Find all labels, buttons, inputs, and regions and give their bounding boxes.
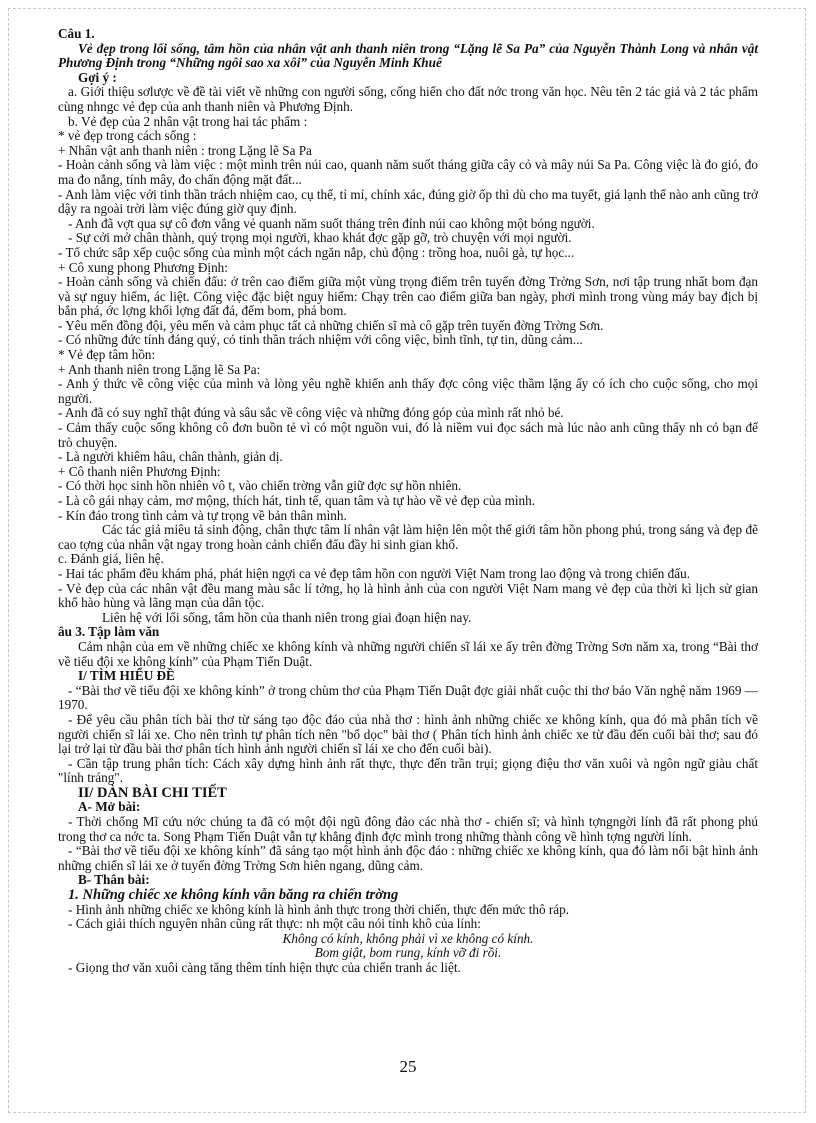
text-line: Gợi ý : (78, 69, 117, 85)
text-line: - Tổ chức sắp xếp cuộc sống của mình một cách ngăn nắp, chủ động : trồng hoa, nuôi gà, tự học... (58, 244, 575, 260)
text-line: II/ DÀN BÀI CHI TIẾT (78, 784, 227, 801)
text-line: - Cảm thấy cuộc sống không cô đơn buồn tẻ vì có một nguồn vui, đó là niềm vui đọc sách mà lúc nào anh cũng thấy nh có bạn để trò chuyện. (58, 420, 758, 450)
text-line: - Giọng thơ văn xuôi càng tăng thêm tính hiện thực của chiến tranh ác liệt. (68, 960, 461, 975)
text-line: - Hình ảnh những chiếc xe không kính là hình ảnh thực trong thời chiến, thực đến mức thô ráp. (68, 901, 570, 917)
text-line: Không có kính, không phải vì xe không có kính. (282, 930, 534, 946)
text-line: + Anh thanh niên trong Lặng lẽ Sa Pa: (58, 361, 261, 377)
text-line: a. Giới thiệu sơlược về đề tài viết về những con người sống, cống hiến cho đất nớc trong văn học. Nêu tên 2 tác giả và 2 tác phẩm cùng nhngc vẻ đẹp của anh thanh niên và Phương Định. (58, 84, 758, 114)
text-line: Bom giật, bom rung, kính vỡ đi rồi. (314, 945, 502, 961)
text-line: - Cách giải thích nguyên nhân cũng rất thực: nh một câu nói tỉnh khô của lính: (68, 916, 481, 932)
text-line: * Vẻ đẹp tâm hồn: (58, 347, 156, 363)
text-line: Câu 1. (58, 26, 95, 41)
text-line: - Có những đức tính đáng quý, có tinh thần trách nhiệm với công việc, bình tĩnh, tự tin, dũng cảm... (58, 332, 583, 348)
text-line: - Hai tác phẩm đều khám phá, phát hiện ngợi ca vẻ đẹp tâm hồn con người Việt Nam trong lao động và trong chiến đấu. (58, 565, 691, 581)
text-line: - Hoàn cảnh sống và làm việc : một mình trên núi cao, quanh năm suốt tháng giữa cây cỏ và mây núi Sa Pa. Công việc là đo gió, đo ma đo nắng, tính mây, đo chấn động mặt đất... (58, 157, 758, 187)
text-line: I/ TÌM HIỂU ĐỀ (78, 668, 175, 684)
document-body (58, 27, 758, 976)
text-line: - “Bài thơ về tiểu đội xe không kính” ở trong chùm thơ của Phạm Tiến Duật đợc giải nhất cuộc thi thơ báo Văn nghệ năm 1969 — 1970. (58, 682, 758, 713)
text-line: c. Đánh giá, liên hệ. (58, 551, 164, 567)
page-number: 25 (399, 1057, 417, 1076)
text-line: - Kín đáo trong tình cảm và tự trọng về bản thân mình. (58, 507, 347, 523)
text-line: Cảm nhận của em về những chiếc xe không kính và những người chiến sĩ lái xe ấy trên đờng Trờng Sơn năm xa, trong “Bài thơ về tiểu đội xe không kính” của Phạm Tiến Duật. (58, 638, 758, 669)
text-line: Các tác giả miêu tả sinh động, chân thực tâm lí nhân vật làm hiện lên một thế giới tâm hồn phong phú, trong sáng và đẹp đẽ cao tợng của nhân vật ngay trong hoàn cảnh chiến đấu đầy hi sinh gian khổ. (58, 522, 758, 552)
text-line: - Anh đã có suy nghĩ thật đúng và sâu sắc về công việc và những đóng góp của mình rất nhỏ bé. (58, 405, 564, 421)
text-line: - Vẻ đẹp của các nhân vật đều mang màu sắc lí tởng, họ là hình ảnh của con người Việt Nam mang vẻ đẹp của thời kì lịch sử gian khổ hào hùng và lãng mạn của dân tộc. (58, 580, 758, 611)
text-line: - Thời chống Mĩ cứu nớc chúng ta đã có một đội ngũ đông đảo các nhà thơ - chiến sĩ; và hình tợngngời lính đã rất phong phú trong thơ ca nớc ta. Song Phạm Tiến Duật vẫn tự khẳng định đợc mình trong những thành công về hình tợng người lính. (58, 814, 758, 844)
text-line: - Để yêu cầu phân tích bài thơ từ sáng tạo độc đáo của nhà thơ : hình ảnh những chiếc xe không kính, qua đó mà phân tích về người chiến sĩ lái xe. Cho nên trình tự phân tích nên "bổ dọc" bài thơ ( Phân tích hình ảnh chiếc xe từ đầu đến cuối bài thơ; sau đó lại trở lại từ đầu bài thơ phân tích hình ảnh người chiến sĩ lái xe cho đến cuối bài). (58, 711, 758, 757)
text-line: A- Mở bài: (78, 799, 141, 815)
text-line: - Anh làm việc với tinh thần trách nhiệm cao, cụ thể, tỉ mỉ, chính xác, đúng giờ ốp thì dù cho ma tuyết, giá lạnh thế nào anh cũng trở dậy ra ngoài trời làm việc đúng giờ quy định. (58, 186, 758, 217)
text-line: + Cô xung phong Phương Định: (58, 259, 228, 275)
text-line: - Có thời học sinh hồn nhiên vô t, vào chiến trờng vẫn giữ đợc sự hồn nhiên. (58, 478, 462, 494)
text-line: - Anh ý thức về công việc của mình và lòng yêu nghề khiến anh thấy đợc công việc thầm lặng ấy có ích cho cuộc sống, cho mọi người. (58, 376, 758, 406)
text-line: - Cần tập trung phân tích: Cách xây dựng hình ảnh rất thực, thực đến trần trụi; giọng điệu thơ văn xuôi và ngôn ngữ giàu chất "lính tráng". (58, 755, 758, 786)
text-line: - Là cô gái nhạy cảm, mơ mộng, thích hát, tinh tế, quan tâm và tự hào về vẻ đẹp của mình. (58, 493, 536, 508)
text-line: + Nhân vật anh thanh niên : trong Lặng lẽ Sa Pa (58, 142, 312, 158)
text-line: - Sự cởi mở chân thành, quý trọng mọi người, khao khát đợc gặp gỡ, trò chuyện với mọi người. (68, 230, 572, 246)
text-line: + Cô thanh niên Phương Định: (58, 463, 221, 479)
text-line: B- Thân bài: (78, 872, 150, 888)
text-line: - Hoàn cảnh sống và chiến đấu: ở trên cao điểm giữa một vùng trọng điểm trên tuyến đờng Trờng Sơn, nơi tập trung nhất bom đạn và sự nguy hiểm, ác liệt. Công việc đặc biệt nguy hiểm: Chạy trên cao điểm giữa ban ngày, phơi mình trong vùng máy bay địch bị bắn phá, ớc lợng khối lợng đất đá, đếm bom, phá bom. (58, 274, 758, 319)
text-line: - “Bài thơ về tiểu đội xe không kính” đã sáng tạo một hình ảnh độc đáo : những chiếc xe không kính, qua đó làm nổi bật hình ảnh những chiến sĩ lái xe ở tuyến đờng Trờng Sơn hiên ngang, dũng cảm. (58, 843, 758, 873)
text-line: - Là người khiêm hâu, chân thành, giản dị. (58, 449, 283, 465)
text-line: Vẻ đẹp trong lối sống, tâm hồn của nhân vật anh thanh niên trong “Lặng lẽ Sa Pa” của Nguyễn Thành Long và nhân vật Phương Định trong “Những ngôi sao xa xôi” của Nguyễn Minh Khuê (58, 40, 758, 71)
text-line: - Yêu mến đồng đội, yêu mến và cảm phục tất cả những chiến sĩ mà cô gặp trên tuyến đờng Trờng Sơn. (58, 317, 604, 333)
text-line: * vẻ đẹp trong cách sống : (58, 128, 197, 144)
text-line: 1. Những chiếc xe không kính vẫn băng ra chiến trờng (68, 887, 399, 904)
text-line: Liên hệ với lối sống, tâm hồn của thanh niên trong giai đoạn hiện nay. (102, 609, 472, 625)
text-line: âu 3. Tập làm văn (58, 624, 160, 640)
text-line: b. Vẻ đẹp của 2 nhân vật trong hai tác phẩm : (68, 113, 308, 129)
text-line: - Anh đã vợt qua sự cô đơn vắng vẻ quanh năm suốt tháng trên đỉnh núi cao không một bóng người. (68, 215, 595, 231)
